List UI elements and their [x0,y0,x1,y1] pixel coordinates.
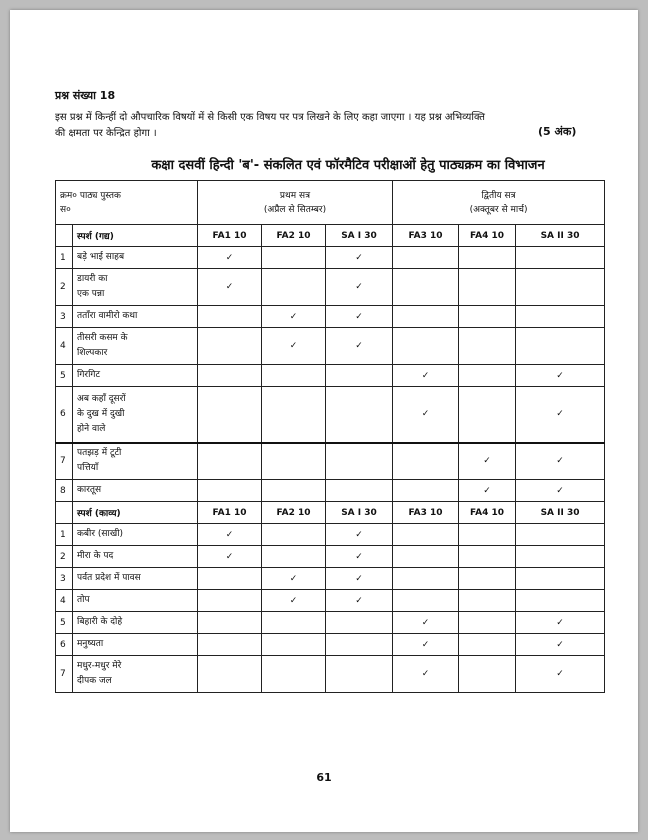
column-header: FA1 10 [198,502,262,524]
header-term-1 [198,181,393,225]
empty-cell [516,269,605,306]
lesson-title [73,634,198,656]
table-row [56,480,605,502]
empty-cell [393,306,459,328]
checkmark-icon: ✓ [421,669,430,679]
lesson-title [73,480,198,502]
table-body [56,225,605,693]
row-number: 7 [56,656,73,693]
column-header: FA2 10 [262,225,326,247]
checkmark-cell [198,546,262,568]
lesson-title-line: होने वाले [77,423,106,434]
checkmark-icon: ✓ [421,639,430,650]
checkmark-cell [262,590,326,612]
empty-cell [262,247,326,269]
checkmark-icon: ✓ [355,282,363,292]
checkmark-icon: ✓ [289,341,298,351]
empty-cell [262,524,326,546]
checkmark-icon: ✓ [556,409,564,420]
empty-cell [459,568,516,590]
lesson-title [73,546,198,568]
lesson-title [73,612,198,634]
empty-cell [262,480,326,502]
checkmark-cell [393,387,459,443]
column-header: FA4 10 [459,225,516,247]
row-number: 4 [56,328,73,365]
lesson-title-line: के दुख में दुखी [77,408,125,419]
header-col1-line1: क्रम० पाठ्य पुस्तक [60,190,121,201]
lesson-title [73,247,198,269]
checkmark-icon: ✓ [289,595,298,606]
table-row [56,387,605,443]
checkmark-cell [516,656,605,693]
empty-cell [393,443,459,480]
table-row [56,306,605,328]
lesson-title [73,387,198,443]
empty-cell [459,328,516,365]
lesson-title-line: पत्तियाँ [77,463,99,474]
column-header: SA I 30 [326,502,393,524]
empty-cell [459,546,516,568]
lesson-title [73,590,198,612]
document-page [10,10,638,832]
checkmark-cell [262,568,326,590]
empty-cell [459,247,516,269]
lesson-title-line: दीपक जल [77,676,112,686]
checkmark-cell [516,365,605,387]
empty-cell [198,634,262,656]
empty-cell [198,387,262,443]
checkmark-icon: ✓ [556,669,564,679]
checkmark-icon: ✓ [421,370,430,381]
empty-cell [516,328,605,365]
checkmark-icon: ✓ [225,551,234,562]
syllabus-table [55,180,605,693]
lesson-title-line: बड़े भाई साहब [77,252,125,262]
checkmark-cell [516,634,605,656]
empty-cell [326,365,393,387]
checkmark-icon: ✓ [556,370,564,381]
row-number: 6 [56,387,73,443]
checkmark-cell [393,612,459,634]
empty-cell [262,612,326,634]
table-row [56,590,605,612]
lesson-title-line: मधुर-मधुर मेरे [77,661,122,671]
lesson-title-line: कारतूस [77,485,102,495]
row-number: 5 [56,612,73,634]
table-row [56,546,605,568]
lesson-title-line: तताँरा वामीरो कथा [77,311,138,321]
row-number: 1 [56,247,73,269]
row-number: 2 [56,546,73,568]
checkmark-icon: ✓ [355,551,363,562]
empty-cell [393,590,459,612]
lesson-title [73,568,198,590]
checkmark-cell [393,634,459,656]
checkmark-cell [262,328,326,365]
empty-cell [516,590,605,612]
section-label: स्पर्श (गद्य) [73,225,198,247]
checkmark-cell [326,306,393,328]
lesson-title [73,656,198,693]
term-1-months: (अप्रैल से सितम्बर) [263,204,327,215]
lesson-title [73,269,198,306]
checkmark-icon: ✓ [556,485,564,496]
header-col1-line2: स० [60,204,71,215]
checkmark-cell [393,656,459,693]
checkmark-cell [326,524,393,546]
empty-cell [393,524,459,546]
checkmark-cell [326,590,393,612]
table-row [56,269,605,306]
checkmark-icon: ✓ [225,282,234,292]
section-label: स्पर्श (काव्य) [73,502,198,524]
empty-cell [198,612,262,634]
empty-cell [459,612,516,634]
table-row [56,634,605,656]
checkmark-cell [198,269,262,306]
checkmark-icon: ✓ [556,617,564,628]
row-number: 1 [56,524,73,546]
table-row [56,612,605,634]
section-header-row [56,225,605,247]
lesson-title-line: अब कहाँ दूसरों [77,393,126,404]
row-number: 5 [56,365,73,387]
term-2-months: (अक्तूबर से मार्च) [469,204,528,215]
header-serial-textbook [56,181,198,225]
empty-cell [459,634,516,656]
checkmark-icon: ✓ [225,252,234,263]
checkmark-icon: ✓ [556,456,564,467]
lesson-title-line: मनुष्यता [77,639,104,649]
empty-cell [262,269,326,306]
checkmark-icon: ✓ [483,485,491,496]
checkmark-cell [326,568,393,590]
lesson-title-line: पर्वत प्रदेश में पावस [77,573,141,583]
empty-cell [198,590,262,612]
empty-cell [516,568,605,590]
empty-cell [459,365,516,387]
table-row [56,365,605,387]
section-header-row [56,502,605,524]
lesson-title [73,306,198,328]
empty-cell [393,247,459,269]
empty-cell [393,546,459,568]
checkmark-icon: ✓ [289,573,298,584]
checkmark-icon: ✓ [355,529,363,540]
empty-cell [516,524,605,546]
lesson-title [73,328,198,365]
checkmark-cell [459,480,516,502]
row-number: 4 [56,590,73,612]
lesson-title-line: एक पन्ना [77,289,105,299]
checkmark-icon: ✓ [483,456,491,467]
empty-cell [262,365,326,387]
empty-cell [516,247,605,269]
empty-cell [326,480,393,502]
lesson-title-line: तोप [77,595,90,605]
row-number: 3 [56,306,73,328]
table-row [56,524,605,546]
question-text-line-2: की क्षमता पर केन्द्रित होगा । [55,128,157,139]
lesson-title-line: कबीर (साखी) [77,529,124,539]
empty-cell [198,480,262,502]
checkmark-cell [459,443,516,480]
checkmark-icon: ✓ [556,639,564,650]
empty-cell [262,546,326,568]
checkmark-cell [516,612,605,634]
question-title: प्रश्न संख्या 18 [55,89,116,102]
row-number: 6 [56,634,73,656]
section-header-blank [56,225,73,247]
checkmark-icon: ✓ [421,617,430,628]
empty-cell [262,656,326,693]
table-row [56,656,605,693]
checkmark-icon: ✓ [355,311,363,322]
question-text-line-1: इस प्रश्न में किन्हीं दो औपचारिक विषयों में से किसी एक विषय पर पत्र लिखने के लिए कहा जाएगा । यह प्रश्न अभिव्यक्ति [55,112,486,123]
empty-cell [459,524,516,546]
table-row [56,247,605,269]
empty-cell [262,387,326,443]
column-header: FA3 10 [393,225,459,247]
empty-cell [393,480,459,502]
column-header: FA1 10 [198,225,262,247]
empty-cell [262,634,326,656]
empty-cell [326,612,393,634]
empty-cell [326,656,393,693]
empty-cell [198,656,262,693]
checkmark-icon: ✓ [289,311,298,322]
empty-cell [459,656,516,693]
empty-cell [198,306,262,328]
checkmark-cell [326,546,393,568]
lesson-title-line: मीरा के पद [77,551,114,561]
table-row [56,568,605,590]
column-header: SA II 30 [516,502,605,524]
column-header: FA2 10 [262,502,326,524]
row-number: 7 [56,443,73,480]
checkmark-icon: ✓ [355,252,363,263]
lesson-title-line: तीसरी कसम के [77,333,128,343]
checkmark-cell [262,306,326,328]
row-number: 8 [56,480,73,502]
checkmark-cell [326,269,393,306]
empty-cell [459,269,516,306]
term-2-title: द्वितीय सत्र [481,190,516,201]
empty-cell [516,546,605,568]
checkmark-icon: ✓ [355,573,363,584]
row-number: 3 [56,568,73,590]
checkmark-icon: ✓ [355,341,363,351]
empty-cell [459,387,516,443]
lesson-title-line: बिहारी के दोहे [77,617,123,627]
empty-cell [459,306,516,328]
empty-cell [393,269,459,306]
checkmark-icon: ✓ [355,595,363,606]
checkmark-cell [198,524,262,546]
empty-cell [198,443,262,480]
term-1-title: प्रथम सत्र [279,190,311,201]
checkmark-cell [516,387,605,443]
checkmark-cell [393,365,459,387]
lesson-title-line: पतझड़ में टूटी [77,448,122,459]
lesson-title-line: शिल्पकार [77,348,108,358]
empty-cell [262,443,326,480]
checkmark-cell [198,247,262,269]
lesson-title [73,443,198,480]
empty-cell [393,568,459,590]
column-header: SA I 30 [326,225,393,247]
empty-cell [326,443,393,480]
empty-cell [198,365,262,387]
checkmark-cell [326,328,393,365]
checkmark-cell [516,480,605,502]
lesson-title-line: गिरगिट [77,370,101,380]
page-number: 61 [316,771,332,784]
column-header: FA3 10 [393,502,459,524]
empty-cell [516,306,605,328]
lesson-title [73,524,198,546]
checkmark-icon: ✓ [421,409,430,420]
empty-cell [326,634,393,656]
table-row [56,443,605,480]
lesson-title-line: डायरी का [77,274,108,284]
checkmark-icon: ✓ [225,529,234,540]
row-number: 2 [56,269,73,306]
column-header: SA II 30 [516,225,605,247]
empty-cell [326,387,393,443]
empty-cell [393,328,459,365]
table-heading: कक्षा दसवीं हिन्दी 'ब'- संकलित एवं फॉरमैटिव परीक्षाओं हेतु पाठ्यक्रम का विभाजन [151,158,545,173]
table-row [56,328,605,365]
empty-cell [459,590,516,612]
header-term-2 [393,181,605,225]
lesson-title [73,365,198,387]
question-marks: (5 अंक) [538,125,577,138]
checkmark-cell [516,443,605,480]
empty-cell [198,568,262,590]
section-header-blank [56,502,73,524]
checkmark-cell [326,247,393,269]
empty-cell [198,328,262,365]
column-header: FA4 10 [459,502,516,524]
